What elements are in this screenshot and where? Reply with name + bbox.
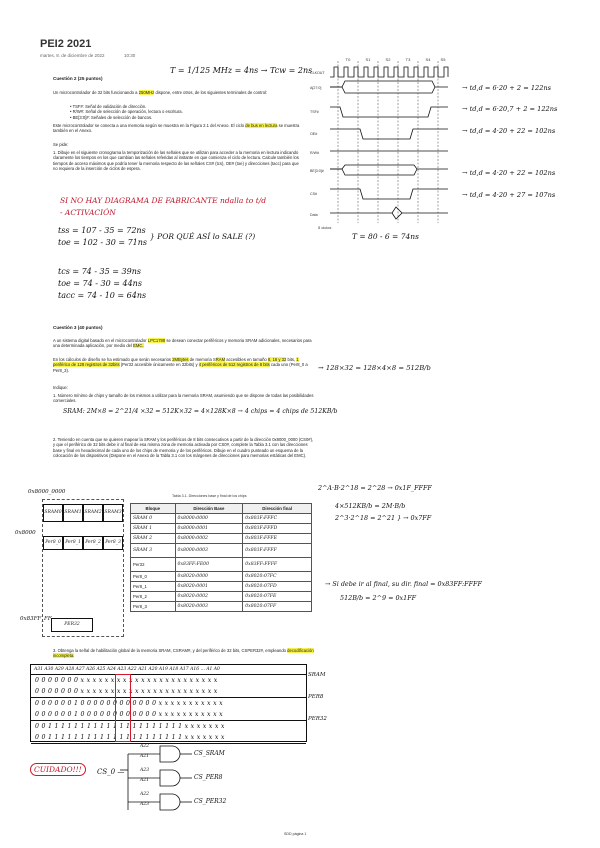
memmap-box: SRAM3 xyxy=(103,504,123,522)
q3-p2-per8: 4 periféricos de 512 registros de 8 bits xyxy=(198,362,270,368)
table-cell: 0x8020:07FE xyxy=(243,592,312,602)
memmap-box: SRAM1 xyxy=(63,504,83,522)
memmap-base-label: 0x8000_0000 xyxy=(28,489,66,495)
q2-para-b: se muestra también en el Anexo. xyxy=(53,123,300,134)
q2-red-note-1: SI NO HAY DIAGRAMA DE FABRICANTE ndalla to t/d xyxy=(60,196,267,205)
q2-bullet-list xyxy=(70,104,300,120)
table-row xyxy=(131,534,312,544)
q3-hw-right-3: 2^3·2^18 = 2^21 } → 0x7FF xyxy=(335,514,432,522)
table-cell: 0x803F:FFFF xyxy=(243,544,312,558)
gate-input-bit: A23 xyxy=(140,802,149,807)
q3-p2-mem: 2MBytes xyxy=(172,357,189,362)
table-cell: 0x8020:07FD xyxy=(243,582,312,592)
bit-tag: PER32 xyxy=(308,716,327,722)
memmap-box: SRAM0 xyxy=(43,504,63,522)
page-date: martes, 8. de diciembre de 2022 xyxy=(40,53,105,58)
q3-item1-answer: SRAM: 2M×8 = 2^21/4 ×32 = 512K×32 = 4×128K×8 → 4 chips = 4 chips de 512KB/b xyxy=(63,408,338,415)
bit-row: 0 0 1 1 1 1 1 1 1 1 1 1 1 1 1 1 1 1 1 1 1 1 1 x x x x x x x xyxy=(35,723,225,730)
table-cell: 0x8020:0001 xyxy=(175,582,243,592)
memmap-box: SRAM2 xyxy=(83,504,103,522)
bit-row: 0 0 0 0 0 0 1 0 0 0 0 0 0 0 0 0 0 0 0 x x x x x x x x x x x xyxy=(35,700,223,707)
memmap-frame xyxy=(42,499,124,637)
gate-input-bit: A22 xyxy=(140,744,149,749)
q3-item3-text: 3. Obtenga la señal de habilitación global de la memoria SRAM, CSRAM#, y del periférico de 32 bits, CSPER32#, empleando xyxy=(53,648,286,653)
timing-footer: 5 ciclos xyxy=(318,225,332,230)
q3-p2-b: de memoria S xyxy=(189,357,216,362)
timing-note-5: → td,d = 4·20 + 27 = 107ns xyxy=(462,191,556,199)
timing-t-note: T = 80 - 6 = 74ns xyxy=(352,232,419,241)
table-cell: 0x8020:0002 xyxy=(175,592,243,602)
timing-signal-label: OE# xyxy=(310,132,318,136)
gate-input-bit: A21 xyxy=(140,778,149,783)
q2-calc-block-1 xyxy=(58,225,147,249)
table-row xyxy=(131,582,312,592)
table-cell: 0x8020:0000 xyxy=(175,572,243,582)
page-time: 10:30 xyxy=(124,53,136,58)
memmap-per8-row xyxy=(43,536,123,550)
table-cell: Per8_3 xyxy=(131,602,176,612)
tsf-waveform xyxy=(330,107,448,117)
table-cell: 0x8000:0000 xyxy=(175,514,243,524)
timing-signal-label: CLKOUT xyxy=(310,71,325,75)
q3-hw-right-1: 2^A·B·2^18 = 2^28 → 0x1F_FFFF xyxy=(318,484,432,492)
gate-input-label: CS_0 — xyxy=(97,768,125,776)
table-row xyxy=(131,572,312,582)
table-cell: SRAM 0 xyxy=(131,514,176,524)
gate-input-bit: A23 xyxy=(140,768,149,773)
q3-item2: 2. Teniendo en cuenta que se quieren mapear la SRAM y los periféricos de 8 bits consecutivos a partir de la dirección 0x8000_0000 (CS0#), y que el periférico de 32 bits debe ir al final de esa misma zona de memoria activada por CS0#, complete la Tabla 3.1 con las direcciones base y final en hexadecimal de cada uno de los chips de memoria y de los periféricos. Dibuje en el cuadro punteado un esquema de la colocación de los dispositivos (Dispone en el Anexo de la Tabla 3.1 con los márgenes de direcciones para memorias estáticas del EMC). xyxy=(53,437,314,459)
q2-intro-freq: 250MHz xyxy=(138,90,155,95)
bit-header: A31 A30 A29 A28 A27 A26 A25 A24 A23 A22 A21 A20 A19 A18 A17 A16 ... A1 A0 xyxy=(31,665,306,675)
table-cell: 0x8000:0003 xyxy=(175,544,243,558)
timing-phase-label: T3 xyxy=(405,57,411,62)
table-header: Dirección Base xyxy=(175,504,243,514)
q2-calc-line: toe = 74 - 30 = 44ns xyxy=(58,279,142,288)
table-row xyxy=(131,514,312,524)
q2-pide: Se pide: xyxy=(53,142,69,147)
timing-diagram xyxy=(310,55,460,230)
q3-hw-right-2: 4×512KB/b = 2M·B/b xyxy=(335,502,406,510)
table-cell: SRAM 1 xyxy=(131,524,176,534)
timing-note-4: → td,d = 4·20 + 22 = 102ns xyxy=(462,169,556,177)
page-title: PEI2 2021 xyxy=(40,38,92,50)
memmap-box: Per8_3 xyxy=(103,536,123,550)
table-row xyxy=(131,544,312,558)
table-header: Dirección final xyxy=(243,504,312,514)
bit-tag: SRAM xyxy=(308,672,326,678)
table-cell: 0x8020:0003 xyxy=(175,602,243,612)
oe-waveform xyxy=(330,129,448,139)
q2-bullet: • BE[3:0]#: Señales de selección de bancos. xyxy=(70,114,153,120)
q3-intro-mcu: LPC1788 xyxy=(147,338,166,343)
q3-p2-e: (Per32 accesible únicamente en 32bits) y xyxy=(120,362,198,368)
be-waveform xyxy=(330,165,448,175)
q2-intro-b: dispone, entre otros, de los siguientes terminales de control: xyxy=(155,90,268,95)
timing-signal-label: BE[3:0]# xyxy=(310,169,324,173)
gate-output: CS_PER8 xyxy=(194,774,223,781)
gate-output: CS_SRAM xyxy=(194,750,225,757)
table-cell: Per32 xyxy=(131,558,176,572)
q3-item3 xyxy=(53,648,315,659)
timing-signal-label: A[27:0] xyxy=(310,86,322,90)
q2-bullet: • R/W#: Señal de selección de operación, lectura o escritura. xyxy=(70,109,183,115)
q3-indique: Indique: xyxy=(53,385,68,390)
q2-intro xyxy=(53,90,303,95)
table-cell: Per8_2 xyxy=(131,592,176,602)
q2-heading: Cuestión 2 (25 puntos) xyxy=(53,76,103,81)
q3-intro xyxy=(53,338,315,349)
q3-hw-right-5: 512B/b = 2^9 = 0x1FF xyxy=(340,594,417,602)
table-row xyxy=(131,592,312,602)
table-cell: 0x803F:FFFE xyxy=(243,534,312,544)
address-table xyxy=(130,503,312,612)
q3-p2-sizes: 8, 16 y 32 xyxy=(267,357,287,362)
bit-row: 0 0 0 0 0 0 0 x x x x x x x x x x x x x x x x x x x x x x x xyxy=(31,686,306,698)
q2-item1: 1. Dibuje en el siguiente cronograma la temporización de las señales que se utilizan para acceder a la memoria en lectura indicando claramente los tiempos en los que cambian las señales referidas al instante en que comienza el ciclo de lectura. Calcule también los tiempos de acceso máximos que podría tener la memoria respecto de las señales CS# (tcs), OE# (toe) y direcciones (tacc) para que no requiera de la inserción de ciclos de espera. xyxy=(53,150,299,172)
timing-signal-label: R/W# xyxy=(310,151,319,155)
table-row xyxy=(131,602,312,612)
memmap-mid-label: 0x8000 xyxy=(15,530,36,536)
q2-red-note-2: - ACTIVACIÓN xyxy=(60,208,116,217)
and-gate-per32 xyxy=(160,794,180,810)
gate-input-bit: A21 xyxy=(140,754,149,759)
cs-waveform xyxy=(330,189,448,199)
timing-note-2: → td,d = 6·20,7 + 2 = 122ns xyxy=(462,105,558,113)
data-waveform xyxy=(330,207,448,219)
q3-p2-f: cada uno (Per8_0 a Per8_3). xyxy=(53,362,308,373)
timing-signal-label: Data xyxy=(310,213,318,217)
q3-intro-b: se desean conectar periféricos y memoria SRAM adicionales, necesarios para una determinada aplicación, por medio del xyxy=(53,338,312,349)
memmap-end-label: 0x83FF_FF xyxy=(20,616,52,622)
table-row xyxy=(131,524,312,534)
table-row xyxy=(131,558,312,572)
table-cell: 0x803F:FFFD xyxy=(243,524,312,534)
q3-p2-per: 1 periférico de 128 registros de 32bits xyxy=(53,357,299,368)
q3-hw-right-4: → Si debe ir al final, su dir. final = 0x83FF:FFFF xyxy=(325,580,482,588)
q2-calc-line: toe = 102 - 30 = 71ns xyxy=(58,238,148,247)
q2-bullet: • TSF#: Señal de validación de dirección. xyxy=(70,104,147,109)
q2-calc-block-2 xyxy=(58,266,146,302)
table-header: Bloque xyxy=(131,504,176,514)
timing-signal-label: TSF# xyxy=(310,110,319,114)
bit-row: 0 0 0 0 0 0 0 x x x x x x x x x x x x x x x x x x x x x x x xyxy=(35,677,218,684)
bit-tag: PER8 xyxy=(308,694,324,700)
q3-p2-c: accesibles en tamaño xyxy=(226,357,267,362)
and-gate-per8 xyxy=(160,770,180,786)
q2-calc-line: tss = 107 - 35 = 72ns xyxy=(58,226,146,235)
memmap-per32-box: PER32 xyxy=(51,618,93,632)
q3-side-note: → 128×32 = 128×4×8 = 512B/b xyxy=(318,364,431,372)
q2-handwritten-period: T = 1/125 MHz = 4ns → Tcw = 2ns xyxy=(170,66,313,75)
q3-intro-a: A un sistema digital basado en el microcontrolador xyxy=(53,338,147,343)
table-cell: 0x8020:07FC xyxy=(243,572,312,582)
q3-intro-emc: EMC. xyxy=(133,343,144,349)
timing-note-1: → td,d = 6·20 + 2 = 122ns xyxy=(462,84,552,92)
table-cell: Per8_0 xyxy=(131,572,176,582)
table-caption: Tabla 3.1. Direcciones base y final de los chips xyxy=(172,494,247,498)
q3-paragraph-2 xyxy=(53,357,315,373)
address-waveform xyxy=(330,81,448,93)
memmap-box: Per8_0 xyxy=(43,536,63,550)
table-cell: 0x8020:07FF xyxy=(243,602,312,612)
q2-bullet-text: TSF#: Señal de validación de dirección. xyxy=(72,104,147,109)
and-gate-sram xyxy=(160,746,180,762)
q2-para-a: Este microcontrolador se conecta a una memoria según se muestra en la Figura 2.1 del Anexo. El ciclo xyxy=(53,123,245,128)
q2-paragraph xyxy=(53,123,303,134)
table-cell: 0x83FF:FE00 xyxy=(175,558,243,572)
bit-row: 0 0 0 0 0 0 1 0 0 0 0 0 0 0 0 0 0 0 0 x x x x x x x x x x x xyxy=(31,709,306,721)
clkout-waveform xyxy=(330,67,448,77)
q2-porque-note: } POR QUÉ ASÍ lo SALE (?) xyxy=(150,232,256,241)
cuidado-note: CUIDADO!!! xyxy=(30,763,86,776)
timing-phase-label: S2 xyxy=(385,57,391,62)
timing-signal-label: CS# xyxy=(310,192,317,196)
q2-calc-line: tacc = 74 - 10 = 64ns xyxy=(58,291,147,300)
table-cell: 0x8000:0002 xyxy=(175,534,243,544)
gate-input-bit: A22 xyxy=(140,792,149,797)
table-cell: Per8_1 xyxy=(131,582,176,592)
memmap-box: Per8_1 xyxy=(63,536,83,550)
table-cell: 0x83FF:FFFF xyxy=(243,558,312,572)
q2-calc-line: tcs = 74 - 35 = 39ns xyxy=(58,267,141,276)
timing-phase-label: S5 xyxy=(440,57,446,62)
table-cell: SRAM 2 xyxy=(131,534,176,544)
table-cell: 0x803F:FFFC xyxy=(243,514,312,524)
memmap-sram-row xyxy=(43,504,123,522)
timing-note-3: → td,d = 4·20 + 22 = 102ns xyxy=(462,127,556,135)
q3-p2-ram: RAM xyxy=(215,357,226,362)
table-cell: 0x8000:0001 xyxy=(175,524,243,534)
q2-intro-a: Un microcontrolador de 32 bits funcionando a xyxy=(53,90,138,95)
q3-p2-d: bits, xyxy=(287,357,296,362)
q3-item1: 1. Número mínimo de chips y tamaño de los mismos a utilizar para la memoria SRAM, asumiendo que se dispone de todas las posibilidades comerciales. xyxy=(53,393,314,404)
timing-phase-label: T0 xyxy=(345,57,351,62)
bit-highlight-box xyxy=(115,674,131,742)
timing-phase-label: S1 xyxy=(365,57,371,62)
q2-para-hl: de bus en lectura xyxy=(245,123,278,128)
q3-p2-a: En los cálculos de diseño se ha estimado que serán necesarios xyxy=(53,357,172,362)
q2-bullet-text: BE[3:0]#: Señales de selección de bancos. xyxy=(72,114,153,120)
bit-decode-table xyxy=(30,664,307,742)
q3-heading: Cuestión 3 (40 puntos) xyxy=(53,325,103,330)
table-cell: SRAM 3 xyxy=(131,544,176,558)
page-footer: SDD página 1 xyxy=(284,832,307,836)
memmap-box: Per8_2 xyxy=(83,536,103,550)
bit-row: 0 0 1 1 1 1 1 1 1 1 1 1 1 1 1 1 1 1 1 1 1 1 1 x x x x x x x xyxy=(31,732,306,744)
timing-phase-label: S4 xyxy=(425,57,431,62)
gate-output: CS_PER32 xyxy=(194,798,227,805)
bit-tags xyxy=(308,672,338,727)
q2-bullet-text: R/W#: Señal de selección de operación, lectura o escritura. xyxy=(72,109,183,115)
q3-item3-hl: decodificación incompleta. xyxy=(53,648,314,659)
